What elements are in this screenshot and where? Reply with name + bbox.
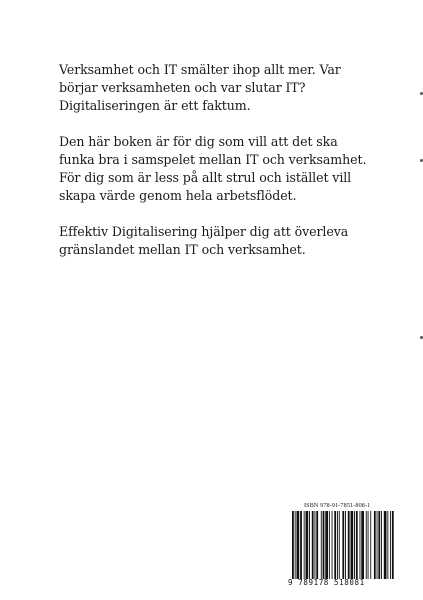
barcode-bar — [381, 511, 382, 579]
barcode-bar — [297, 511, 300, 579]
barcode-bar — [348, 511, 350, 579]
barcode-bar — [361, 511, 364, 579]
barcode-bar — [334, 511, 336, 579]
barcode-bar — [321, 511, 322, 579]
isbn-label: ISBN 978-91-7851-808-1 — [304, 502, 371, 509]
barcode-bar — [377, 511, 378, 579]
barcode-bar — [332, 511, 333, 579]
barcode-icon — [290, 511, 404, 579]
blurb-paragraph-3: Effektiv Digitalisering hjälper dig att överleva gränslandet mellan IT och verksamhet. — [59, 224, 349, 257]
barcode-bar — [360, 511, 361, 579]
barcode-bar — [368, 511, 369, 579]
barcode-bar — [374, 511, 376, 579]
barcode-bar — [312, 511, 314, 579]
barcode-bar — [304, 511, 305, 579]
barcode-bar — [316, 511, 318, 579]
barcode-bar — [342, 511, 344, 579]
barcode-bar — [351, 511, 354, 579]
barcode-bar — [384, 511, 387, 579]
barcode-bar — [370, 511, 371, 579]
barcode-bar — [292, 511, 294, 579]
barcode-bar — [366, 511, 367, 579]
barcode-bar — [390, 511, 391, 579]
cover-blurb — [59, 61, 377, 277]
barcode-bar — [329, 511, 330, 579]
barcode-image — [290, 511, 404, 581]
barcode-bar — [309, 511, 310, 579]
barcode-bar — [300, 511, 302, 579]
barcode-bar — [337, 511, 338, 579]
barcode-bar — [339, 511, 340, 579]
barcode-bar — [354, 511, 355, 579]
barcode-bar — [387, 511, 388, 579]
barcode-bar — [392, 511, 394, 579]
barcode-bar — [295, 511, 296, 579]
blurb-paragraph-1: Verksamhet och IT smälter ihop allt mer. Var börjar verksamheten och var slutar IT? Digitaliseringen är ett faktum. — [59, 62, 341, 113]
barcode-bar — [315, 511, 316, 579]
blurb-paragraph-2: Den här boken är för dig som vill att det ska funka bra i samspelet mellan IT och verksamhet. För dig som är less på allt strul och istället vill skapa värde genom hela arbetsflödet. — [59, 134, 367, 203]
barcode-bar — [345, 511, 346, 579]
barcode-bar — [323, 511, 325, 579]
barcode-bar — [325, 511, 328, 579]
barcode-digits: 9 789178 518081 — [288, 578, 365, 587]
barcode-bar — [378, 511, 380, 579]
barcode-bar — [356, 511, 358, 579]
barcode-bar — [306, 511, 309, 579]
